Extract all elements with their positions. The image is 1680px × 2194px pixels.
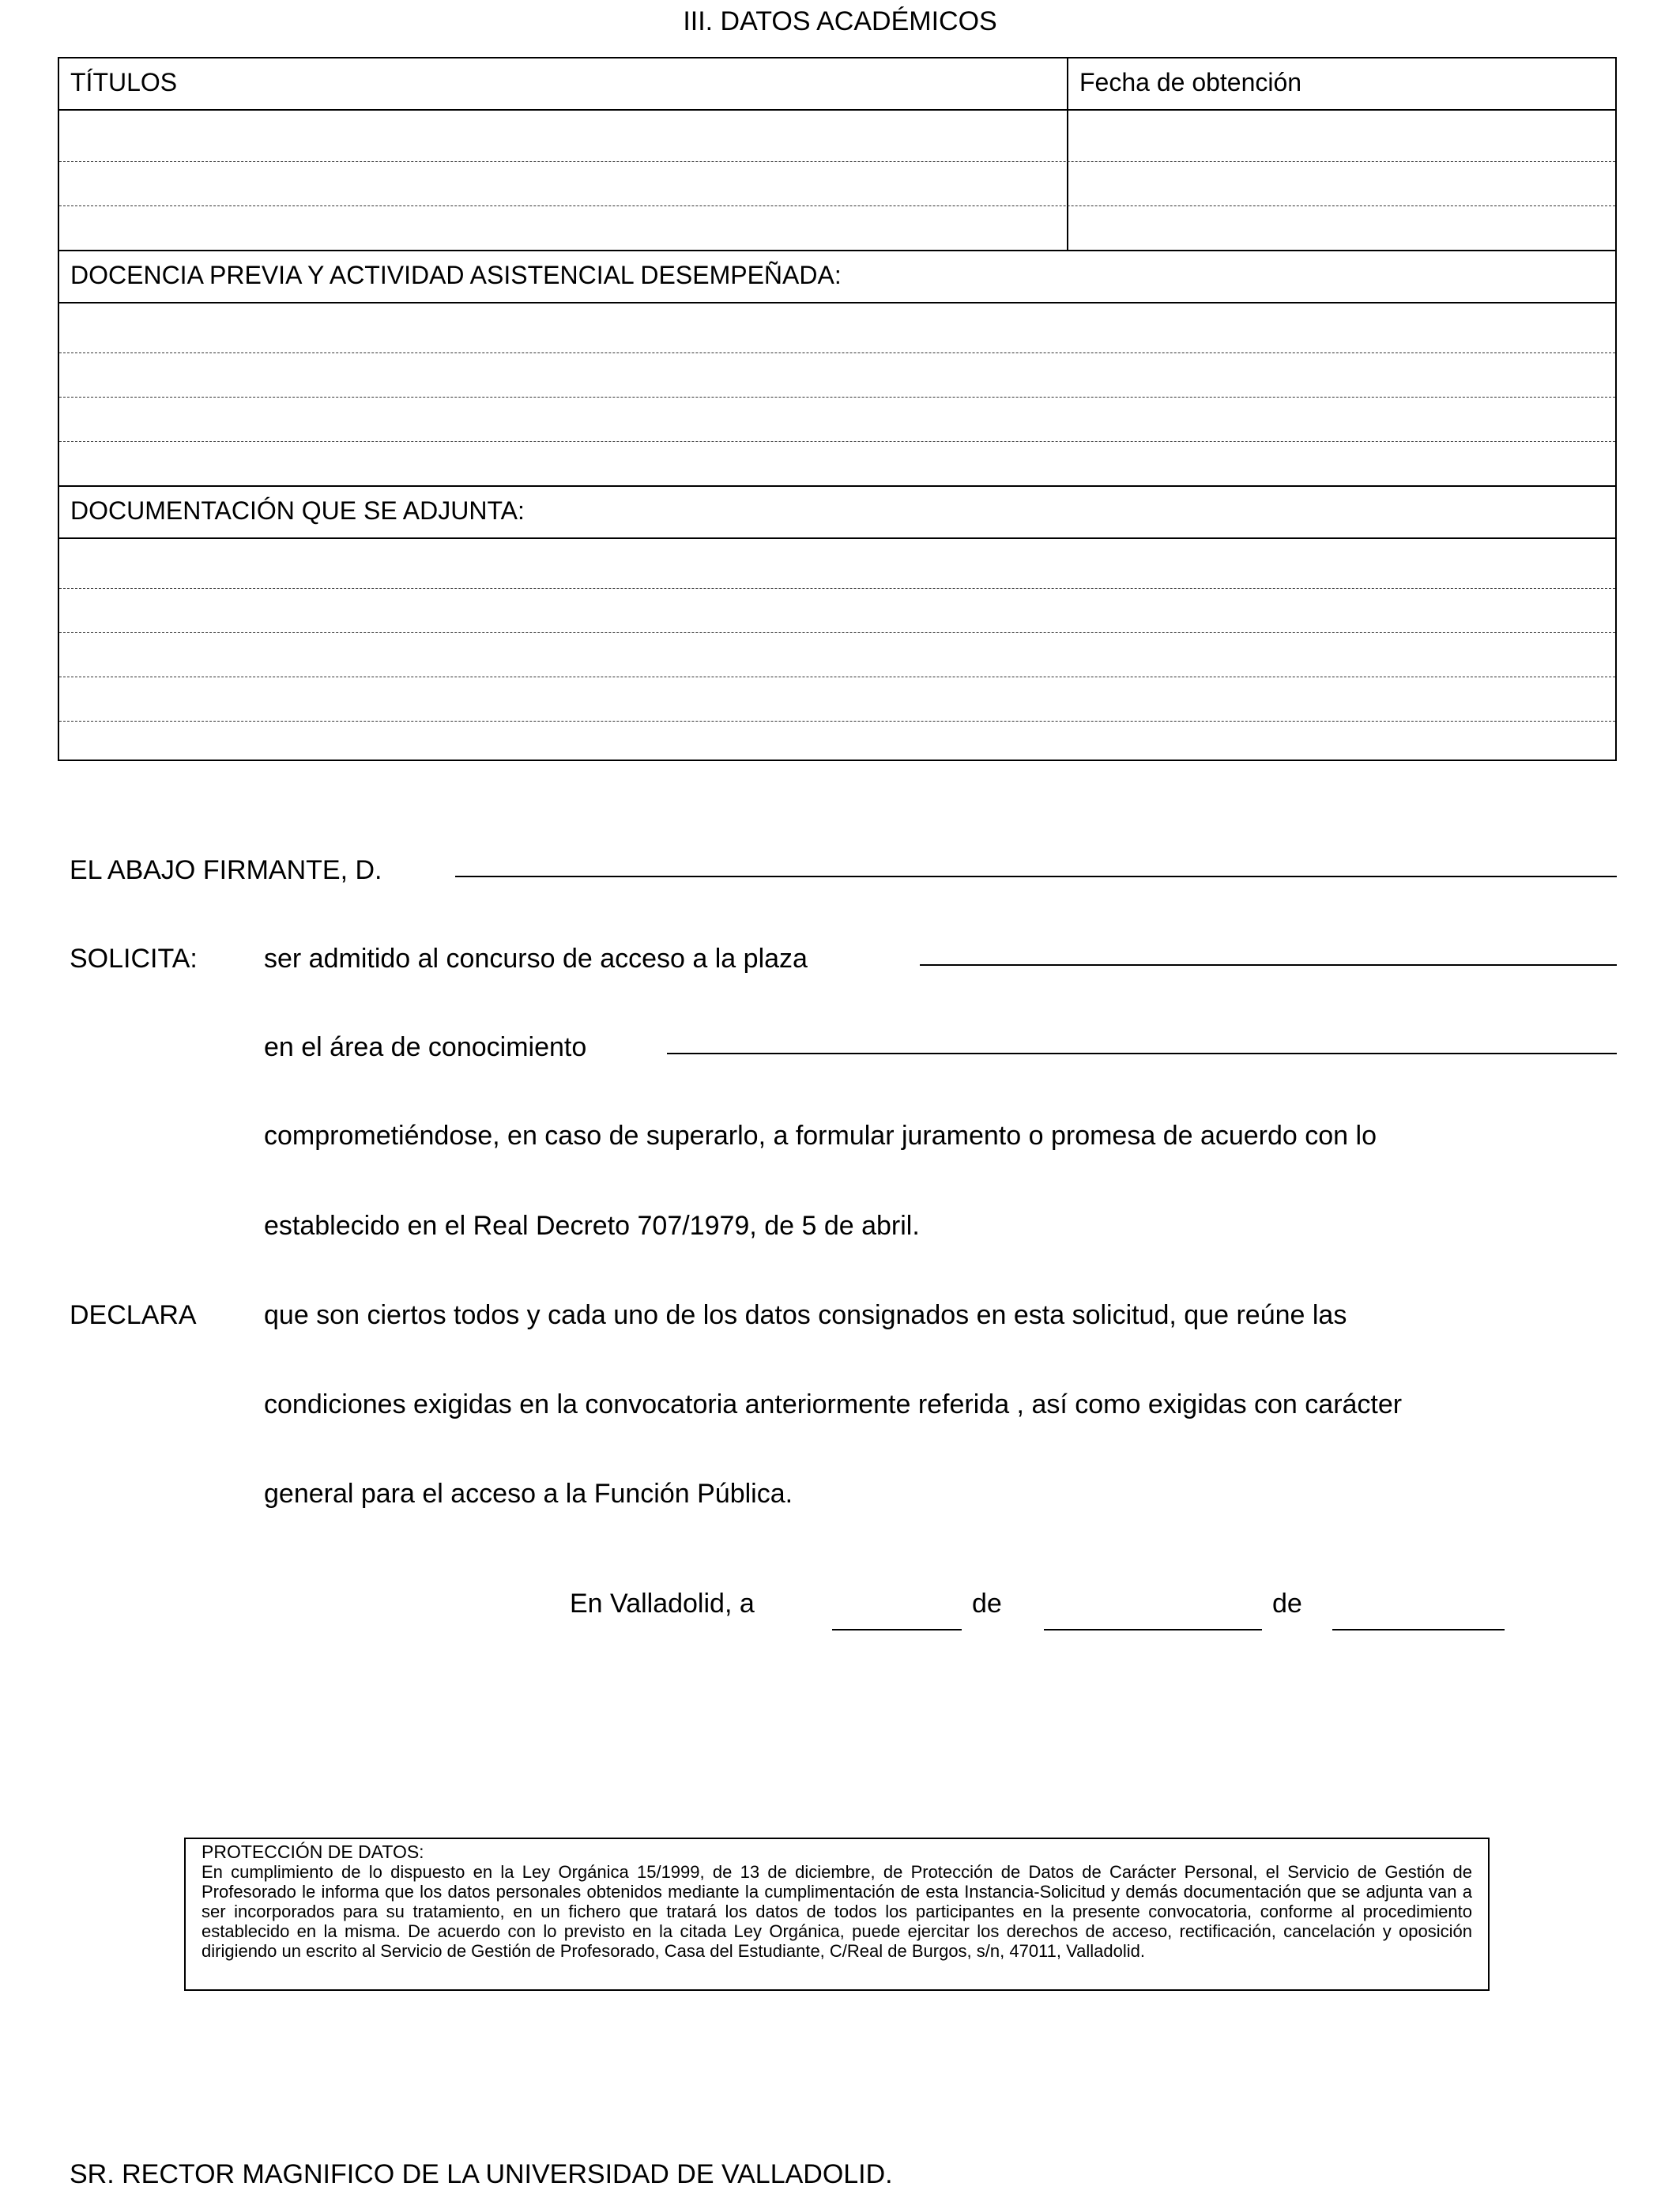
titulo-field-3[interactable] — [59, 206, 1066, 249]
date-de-2: de — [1272, 1589, 1302, 1619]
declara-text-1: que son ciertos todos y cada uno de los datos consignados en esta solicitud, que reúne las — [264, 1300, 1347, 1330]
privacy-notice — [184, 1838, 1490, 1991]
fecha-obtencion-header: Fecha de obtención — [1079, 68, 1302, 96]
docencia-field-4[interactable] — [59, 442, 1615, 484]
documentacion-field-2[interactable] — [59, 589, 1615, 631]
solicita-text-4: establecido en el Real Decreto 707/1979, de 5 de abril. — [264, 1211, 920, 1241]
declara-text-2: condiciones exigidas en la convocatoria anteriormente referida , así como exigidas con carácter — [264, 1389, 1403, 1419]
declara-label: DECLARA — [70, 1300, 197, 1330]
fecha-field-2[interactable] — [1068, 162, 1615, 205]
fecha-field-3[interactable] — [1068, 206, 1615, 249]
documentacion-field-1[interactable] — [59, 539, 1615, 588]
academic-data-table — [58, 57, 1617, 761]
docencia-header: DOCENCIA PREVIA Y ACTIVIDAD ASISTENCIAL DESEMPEÑADA: — [70, 261, 842, 289]
plaza-field[interactable] — [920, 964, 1617, 966]
firmante-label: EL ABAJO FIRMANTE, D. — [70, 855, 382, 885]
declara-text-3: general para el acceso a la Función Pública. — [264, 1479, 793, 1509]
addressee: SR. RECTOR MAGNIFICO DE LA UNIVERSIDAD DE VALLADOLID. — [70, 2159, 893, 2189]
year-field[interactable] — [1332, 1629, 1505, 1630]
documentacion-field-5[interactable] — [59, 722, 1615, 760]
month-field[interactable] — [1044, 1629, 1262, 1630]
day-field[interactable] — [832, 1629, 962, 1630]
solicita-text-3: comprometiéndose, en caso de superarlo, a formular juramento o promesa de acuerdo con lo — [264, 1121, 1377, 1151]
privacy-title: PROTECCIÓN DE DATOS: — [202, 1842, 424, 1862]
solicita-text-2: en el área de conocimiento — [264, 1032, 587, 1062]
date-de-1: de — [972, 1589, 1002, 1619]
docencia-field-1[interactable] — [59, 303, 1615, 352]
solicita-label: SOLICITA: — [70, 944, 198, 974]
titulo-field-1[interactable] — [59, 111, 1066, 160]
titulo-field-2[interactable] — [59, 162, 1066, 205]
docencia-field-3[interactable] — [59, 398, 1615, 440]
solicita-text-1: ser admitido al concurso de acceso a la plaza — [264, 944, 808, 974]
fecha-field-1[interactable] — [1068, 111, 1615, 160]
documentacion-field-4[interactable] — [59, 677, 1615, 720]
firmante-name-field[interactable] — [455, 876, 1617, 877]
documentacion-field-3[interactable] — [59, 633, 1615, 676]
titulos-header: TÍTULOS — [70, 68, 178, 96]
area-conocimiento-field[interactable] — [667, 1053, 1617, 1054]
privacy-body: En cumplimiento de lo dispuesto en la Ley Orgánica 15/1999, de 13 de diciembre, de Protección de Datos de Carácter Personal, el Servicio de Gestión de Profesorado le informa que los datos personales obtenidos mediante la cumplimentación de esta Instancia-Solicitud y demás documentación que se adjunta van a ser incorporados para su tratamiento, en un fichero que tratará los datos de todos los participantes en la presente convocatoria, conforme al procedimiento establecido en la misma. De acuerdo con lo previsto en la citada Ley Orgánica, puede ejercitar los derechos de acceso, rectificación, cancelación y oposición dirigiendo un escrito al Servicio de Gestión de Profesorado, Casa del Estudiante, C/Real de Burgos, s/n, 47011, Valladolid. — [202, 1862, 1472, 1961]
place-prefix: En Valladolid, a — [570, 1589, 755, 1619]
documentacion-header: DOCUMENTACIÓN QUE SE ADJUNTA: — [70, 496, 525, 525]
docencia-field-2[interactable] — [59, 353, 1615, 396]
section-title: III. DATOS ACADÉMICOS — [683, 6, 997, 36]
